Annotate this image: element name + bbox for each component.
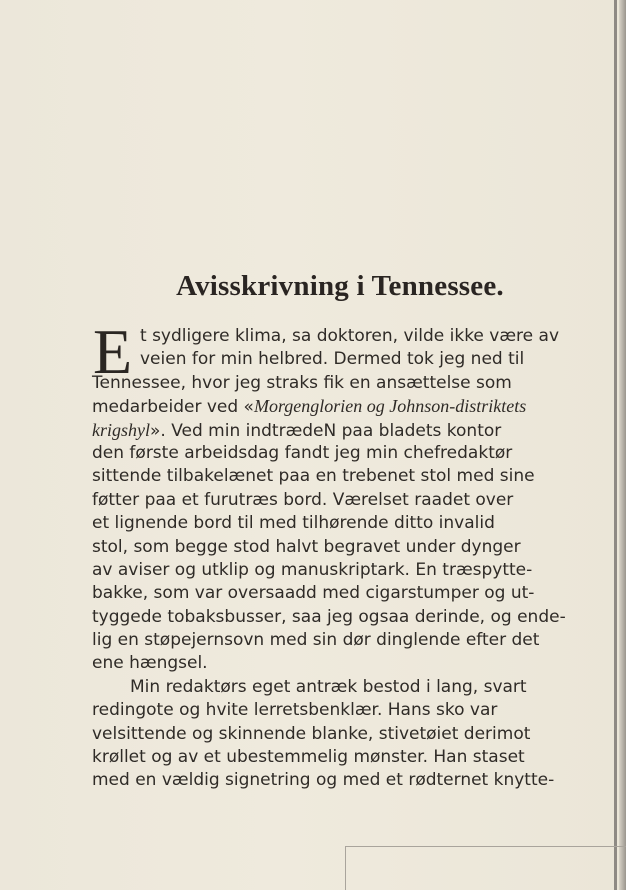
- text-line: bakke, som var oversaadd med cigarstumper og ut-: [92, 583, 535, 604]
- page-outer-edge: [619, 0, 626, 890]
- text-line: Min redaktørs eget antræk bestod i lang, svart: [130, 676, 527, 697]
- text-line: redingote og hvite lerretsbenklær. Hans sko var: [92, 700, 498, 721]
- text-line: veien for min helbred. Dermed tok jeg ned til: [140, 349, 525, 370]
- drop-cap: E: [93, 316, 133, 387]
- line-suffix: ». Ved min indtrædeN paa bladets kontor: [150, 420, 502, 441]
- text-line: sittende tilbakelænet paa en trebenet stol med sine: [92, 466, 535, 487]
- text-line: tyggede tobaksbusser, saa jeg ogsaa derinde, og ende-: [92, 606, 566, 627]
- text-line: medarbeider ved «Morgenglorien og Johnson-distriktets: [92, 396, 527, 418]
- text-line: den første arbeidsdag fandt jeg min chefredaktør: [92, 442, 513, 463]
- text-line: stol, som begge stod halvt begravet under dynger: [92, 536, 521, 557]
- scan-frame-line: [345, 846, 626, 847]
- text-line: ene hængsel.: [92, 653, 208, 674]
- text-line: av aviser og utklip og manuskriptark. En træspytte-: [92, 559, 533, 580]
- body-text: [92, 316, 587, 793]
- scan-frame-line: [345, 846, 346, 890]
- text-line: Tennessee, hvor jeg straks fik en ansættelse som: [92, 372, 512, 393]
- text-line: krøllet og av et ubestemmelig mønster. Han staset: [92, 747, 525, 768]
- text-line: t sydligere klima, sa doktoren, vilde ikke være av: [140, 326, 560, 346]
- chapter-title: Avisskrivning i Tennessee.: [176, 270, 504, 302]
- text-line: føtter paa et furutræs bord. Værelset raadet over: [92, 489, 514, 510]
- text-line: lig en støpejernsovn med sin dør dinglende efter det: [92, 630, 540, 651]
- page-binding-edge: [614, 0, 617, 890]
- text-line: velsittende og skinnende blanke, stivetøiet derimot: [92, 723, 531, 744]
- text-line: et lignende bord til med tilhørende ditto invalid: [92, 513, 495, 534]
- text-line: krigshyl». Ved min indtrædeN paa bladets kontor: [92, 419, 502, 441]
- text-line: med en vældig signetring og med et rødternet knytte-: [92, 770, 555, 791]
